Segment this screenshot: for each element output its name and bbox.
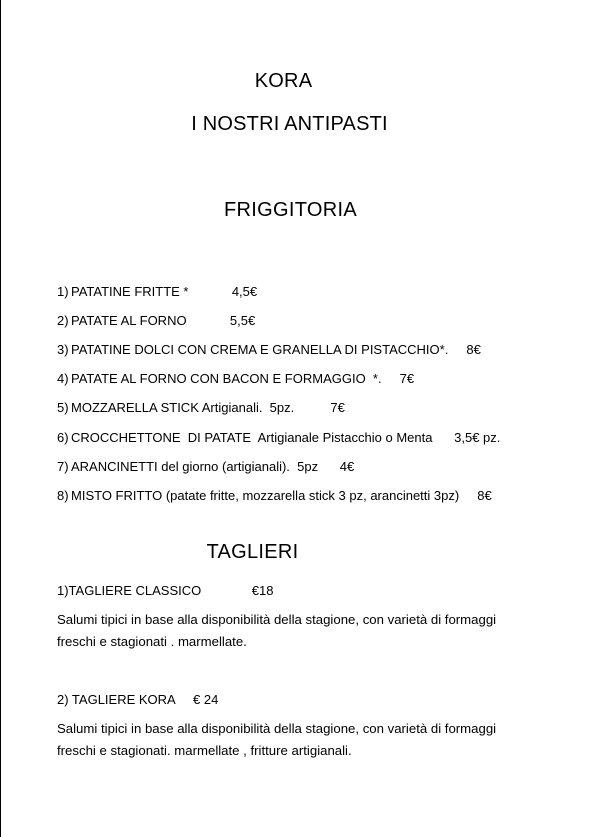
item-number: 6) <box>57 430 69 445</box>
item-text: CROCCHETTONE DI PATATE Artigianale Pistacchio o Menta 3,5€ pz. <box>71 430 501 445</box>
menu-item <box>57 430 500 446</box>
item-text: PATATE AL FORNO 5,5€ <box>71 313 256 328</box>
item-number: 2) <box>57 313 69 328</box>
taglieri-heading: TAGLIERI <box>206 541 299 563</box>
menu-item <box>57 488 492 504</box>
tagliere-classico-title: 1)TAGLIERE CLASSICO €18 <box>57 583 274 598</box>
restaurant-name: KORA <box>254 70 313 92</box>
item-text: MISTO FRITTO (patate fritte, mozzarella stick 3 pz, arancinetti 3pz) 8€ <box>71 488 492 503</box>
item-number: 4) <box>57 371 69 386</box>
item-number: 1) <box>57 284 69 299</box>
item-number: 5) <box>57 400 69 415</box>
item-number: 7) <box>57 459 69 474</box>
menu-item <box>57 284 257 300</box>
menu-item <box>57 313 255 329</box>
tagliere-classico-description: Salumi tipici in base alla disponibilità della stagione, con varietà di formaggi freschi e stagionati . marmellate. <box>57 612 497 649</box>
menu-title: I NOSTRI ANTIPASTI <box>191 113 388 135</box>
friggitoria-heading: FRIGGITORIA <box>224 199 357 221</box>
item-text: PATATINE FRITTE * 4,5€ <box>71 284 258 299</box>
tagliere-kora-description: Salumi tipici in base alla disponibilità della stagione, con varietà di formaggi freschi e stagionati. marmellate , fritture artigianali. <box>57 721 497 758</box>
item-number: 8) <box>57 488 69 503</box>
item-text: PATATE AL FORNO CON BACON E FORMAGGIO *. 7€ <box>71 371 415 386</box>
item-text: MOZZARELLA STICK Artigianali. 5pz. 7€ <box>71 400 345 415</box>
menu-item <box>57 459 354 475</box>
item-text: ARANCINETTI del giorno (artigianali). 5pz 4€ <box>71 459 355 474</box>
menu-item <box>57 400 345 416</box>
menu-item <box>57 371 414 387</box>
item-number: 3) <box>57 342 69 357</box>
tagliere-kora-title: 2) TAGLIERE KORA € 24 <box>57 692 219 707</box>
menu-item <box>57 342 481 358</box>
item-text: PATATINE DOLCI CON CREMA E GRANELLA DI PISTACCHIO*. 8€ <box>71 342 481 357</box>
